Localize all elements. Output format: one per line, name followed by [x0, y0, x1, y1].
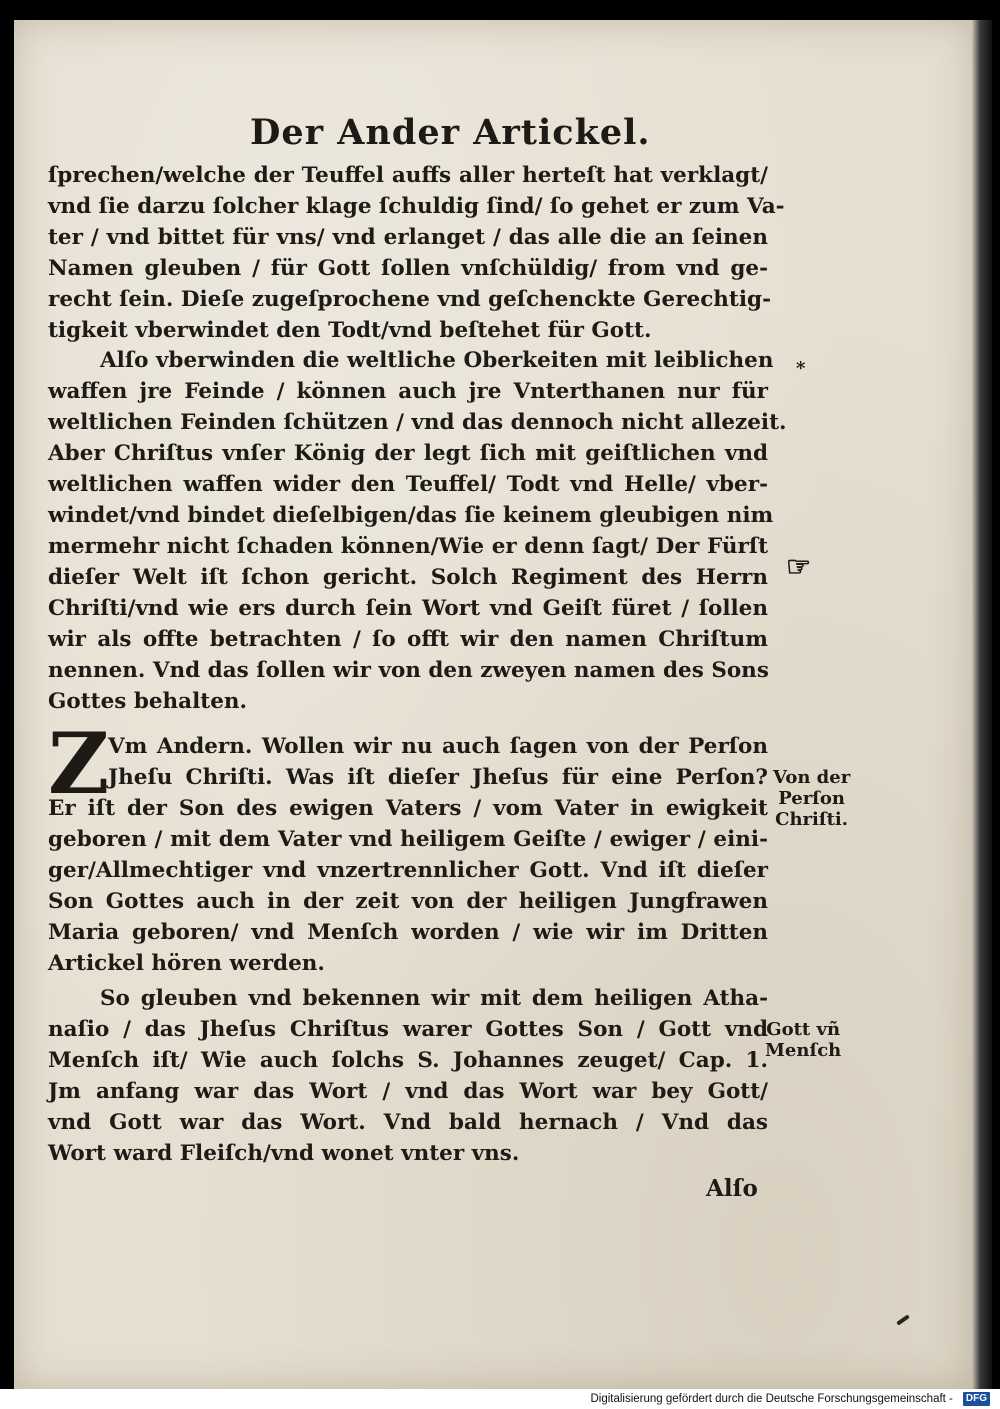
text-line: Aber Chriſtus vnſer König der legt ſich mit geiſtlichen vnd	[48, 441, 768, 466]
text-line: windet/vnd bindet dieſelbigen/das ſie keinem gleubigen nim	[48, 503, 774, 528]
margin-note-line: Von der	[773, 767, 851, 788]
text-line: nennen. Vnd das ſollen wir von den zweyen namen des Sons	[48, 658, 769, 683]
text-line: dieſer Welt iſt ſchon gericht. Solch Regiment des Herrn	[48, 565, 768, 590]
text-line: Jheſu Chriſti. Was iſt dieſer Jheſus für eine Perſon?	[108, 765, 768, 790]
text-line: Maria geboren/ vnd Menſch worden / wie wir im Dritten	[48, 920, 768, 945]
dfg-logo: DFG	[963, 1392, 990, 1406]
drop-cap: Z	[48, 714, 110, 813]
text-line: weltlichen waffen wider den Teuffel/ Todt vnd Helle/ vber-	[48, 472, 768, 497]
text-line: naſio / das Jheſus Chriſtus warer Gottes Son / Gott vnd	[48, 1017, 768, 1042]
text-line: ger/Allmechtiger vnd vnzertrennlicher Gott. Vnd iſt dieſer	[48, 858, 768, 883]
text-line: Son Gottes auch in der zeit von der heiligen Jungfrawen	[48, 889, 768, 914]
text-line: Jm anfang war das Wort / vnd das Wort war bey Gott/	[48, 1079, 768, 1104]
paragraph-4	[48, 983, 768, 1169]
text-line: Vm Andern. Wollen wir nu auch ſagen von der Perſon	[108, 734, 768, 759]
text-line: Gottes behalten.	[48, 689, 248, 714]
margin-note-gott	[765, 1019, 841, 1061]
text-line: Wort ward Fleiſch/vnd wonet vnter vns.	[48, 1141, 520, 1166]
pointing-hand-icon: ☞	[786, 550, 812, 583]
text-line: Artickel hören werden.	[48, 951, 325, 976]
text-line: Namen gleuben / für Gott ſollen vnſchüldig/ from vnd ge-	[48, 256, 768, 281]
text-line: tigkeit vberwindet den Todt/vnd beſtehet für Gott.	[48, 318, 652, 343]
paragraph-3	[48, 731, 768, 979]
margin-note-line: Chriſti.	[775, 809, 849, 830]
margin-note-line: Menſch	[765, 1040, 842, 1061]
text-line: So gleuben vnd bekennen wir mit dem heiligen Atha-	[100, 986, 768, 1011]
text-line: vnd Gott war das Wort. Vnd bald hernach / Vnd das	[48, 1110, 768, 1135]
text-line: waffen jre Feinde / können auch jre Vnterthanen nur für	[48, 379, 768, 404]
margin-mark-icon: *	[796, 358, 806, 379]
funding-credit	[586, 1391, 990, 1407]
funding-text: Digitalisierung gefördert durch die Deutsche Forschungsgemeinschaft -	[586, 1391, 956, 1407]
text-line: wir als offte betrachten / ſo offt wir den namen Chriſtum	[48, 627, 768, 652]
text-line: geboren / mit dem Vater vnd heiligem Geiſte / ewiger / eini-	[48, 827, 768, 852]
text-line: Er iſt der Son des ewigen Vaters / vom Vater in ewigkeit	[48, 796, 768, 821]
margin-note-line: Gott vñ	[766, 1019, 841, 1040]
running-header: Der Ander Artickel.	[250, 112, 651, 153]
paragraph-2	[48, 345, 787, 717]
text-line: Menſch iſt/ Wie auch ſolchs S. Johannes zeuget/ Cap. 1.	[48, 1048, 768, 1073]
text-line: weltlichen Feinden ſchützen / vnd das dennoch nicht allezeit.	[48, 410, 787, 435]
text-line: Alſo vberwinden die weltliche Oberkeiten mit leiblichen	[100, 348, 774, 373]
text-line: vnd ſie darzu ſolcher klage ſchuldig ſind/ ſo gehet er zum Va-	[48, 194, 785, 219]
paragraph-1	[48, 160, 785, 346]
text-line: Chriſti/vnd wie ers durch ſein Wort vnd Geiſt füret / ſollen	[48, 596, 768, 621]
text-line: ter / vnd bittet für vns/ vnd erlanget / das alle die an ſeinen	[48, 225, 768, 250]
book-edge	[972, 20, 992, 1389]
text-line: mermehr nicht ſchaden können/Wie er denn ſagt/ Der Fürſt	[48, 534, 768, 559]
text-line: recht ſein. Dieſe zugeſprochene vnd geſchenckte Gerechtig-	[48, 287, 771, 312]
catchword: Alſo	[706, 1175, 758, 1202]
margin-note-line: Perſon	[778, 788, 846, 809]
text-line: ſprechen/welche der Teuffel auffs aller herteſt hat verklagt/	[48, 163, 768, 188]
margin-note-person	[773, 767, 850, 830]
